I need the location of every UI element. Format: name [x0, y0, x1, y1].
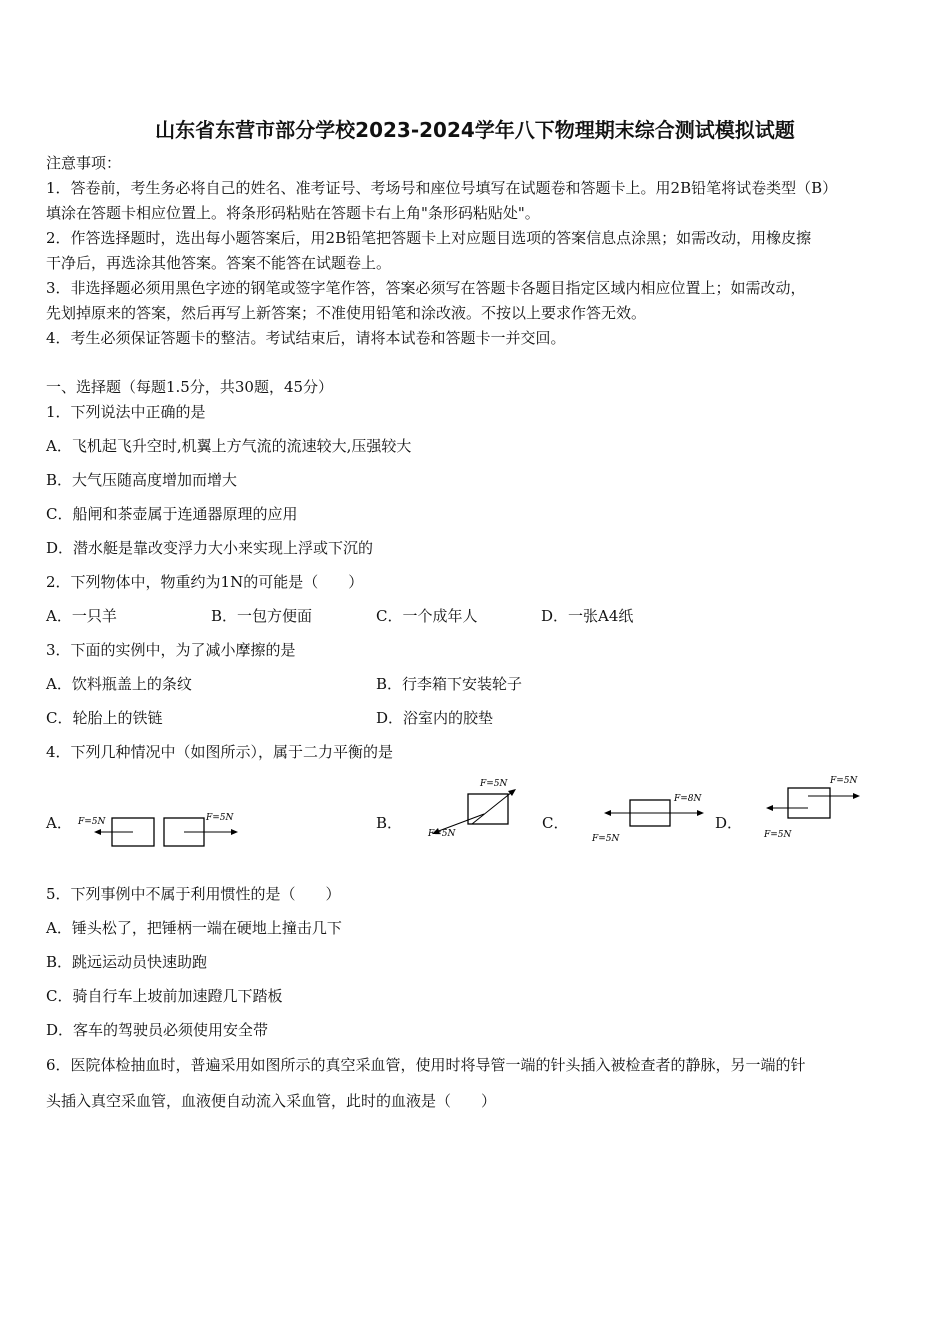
- force-diagram-d: [760, 772, 870, 842]
- question-4-stem: 4．下列几种情况中（如图所示），属于二力平衡的是: [46, 743, 394, 761]
- force-label: F=5N: [830, 776, 858, 786]
- force-diagram-b: [424, 774, 524, 844]
- page-title: 山东省东营市部分学校2023-2024学年八下物理期末综合测试模拟试题: [155, 118, 795, 142]
- question-3-option-d: D．浴室内的胶垫: [376, 709, 494, 727]
- force-diagram-a: [74, 806, 244, 854]
- question-6-line: 头插入真空采血管，血液便自动流入采血管，此时的血液是（ ）: [46, 1092, 497, 1110]
- question-1-option-b: B．大气压随高度增加而增大: [46, 471, 238, 489]
- question-4-option-d-letter: D．: [715, 814, 743, 832]
- question-6-line: 6．医院体检抽血时，普遍采用如图所示的真空采血管，使用时将导管一端的针头插入被检查者的静脉，另一端的针: [46, 1056, 806, 1074]
- notice-line: 1．答卷前，考生务必将自己的姓名、准考证号、考场号和座位号填写在试题卷和答题卡上。用2B铅笔将试卷类型（B）: [46, 179, 838, 197]
- question-3-option-b: B．行李箱下安装轮子: [376, 675, 523, 693]
- question-2-option-c: C．一个成年人: [376, 607, 478, 625]
- object-box: [468, 794, 508, 824]
- question-2-option-d: D．一张A4纸: [541, 607, 634, 625]
- force-label: F=5N: [764, 830, 792, 840]
- arrow-head-icon: [231, 829, 238, 835]
- notice-line: 2．作答选择题时，选出每小题答案后，用2B铅笔把答题卡上对应题目选项的答案信息点涂黑；如需改动，用橡皮擦: [46, 229, 812, 247]
- force-label: F=5N: [206, 813, 234, 823]
- arrow-head-icon: [697, 810, 704, 816]
- notice-line: 4．考生必须保证答题卡的整洁。考试结束后，请将本试卷和答题卡一并交回。: [46, 329, 566, 347]
- question-2-stem: 2．下列物体中，物重约为1N的可能是（ ）: [46, 573, 364, 591]
- question-3-option-c: C．轮胎上的铁链: [46, 709, 163, 727]
- notice-heading: 注意事项：: [46, 154, 122, 172]
- arrow-head-icon: [766, 805, 773, 811]
- question-1-option-a: A．飞机起飞升空时,机翼上方气流的流速较大,压强较大: [46, 437, 412, 455]
- notice-line: 填涂在答题卡相应位置上。将条形码粘贴在答题卡右上角"条形码粘贴处"。: [46, 204, 540, 222]
- question-3-stem: 3．下面的实例中，为了减小摩擦的是: [46, 641, 296, 659]
- object-box: [788, 788, 830, 818]
- question-5-option-c: C．骑自行车上坡前加速蹬几下踏板: [46, 987, 283, 1005]
- question-4-option-c-letter: C．: [542, 814, 569, 832]
- question-4-option-a-letter: A．: [46, 814, 72, 832]
- force-label: F=8N: [674, 794, 702, 804]
- notice-line: 干净后，再选涂其他答案。答案不能答在试题卷上。: [46, 254, 392, 272]
- question-5-option-d: D．客车的驾驶员必须使用安全带: [46, 1021, 269, 1039]
- arrow-head-icon: [94, 829, 101, 835]
- section-heading: 一、选择题（每题1.5分，共30题，45分）: [46, 378, 334, 396]
- question-1-option-c: C．船闸和茶壶属于连通器原理的应用: [46, 505, 298, 523]
- question-5-option-b: B．跳远运动员快速助跑: [46, 953, 208, 971]
- question-4-option-b-letter: B．: [376, 814, 403, 832]
- force-label: F=5N: [592, 834, 620, 844]
- notice-line: 先划掉原来的答案，然后再写上新答案；不准使用铅笔和涂改液。不按以上要求作答无效。: [46, 304, 647, 322]
- force-label: F=5N: [480, 779, 508, 789]
- question-5-option-a: A．锤头松了，把锤柄一端在硬地上撞击几下: [46, 919, 342, 937]
- force-label: F=5N: [428, 829, 456, 839]
- notice-line: 3．非选择题必须用黑色字迹的钢笔或签字笔作答，答案必须写在答题卡各题目指定区域内相应位置上；如需改动，: [46, 279, 806, 297]
- question-1-option-d: D．潜水艇是靠改变浮力大小来实现上浮或下沉的: [46, 539, 374, 557]
- arrow-head-icon: [853, 793, 860, 799]
- question-3-option-a: A．饮料瓶盖上的条纹: [46, 675, 192, 693]
- question-2-option-b: B．一包方便面: [211, 607, 313, 625]
- arrow-head-icon: [508, 789, 516, 796]
- arrow-head-icon: [604, 810, 611, 816]
- question-1-stem: 1．下列说法中正确的是: [46, 403, 206, 421]
- force-label: F=5N: [78, 817, 106, 827]
- question-5-stem: 5．下列事例中不属于利用惯性的是（ ）: [46, 885, 341, 903]
- force-diagram-c: [588, 788, 708, 848]
- question-2-option-a: A．一只羊: [46, 607, 117, 625]
- force-arrow: [472, 792, 512, 824]
